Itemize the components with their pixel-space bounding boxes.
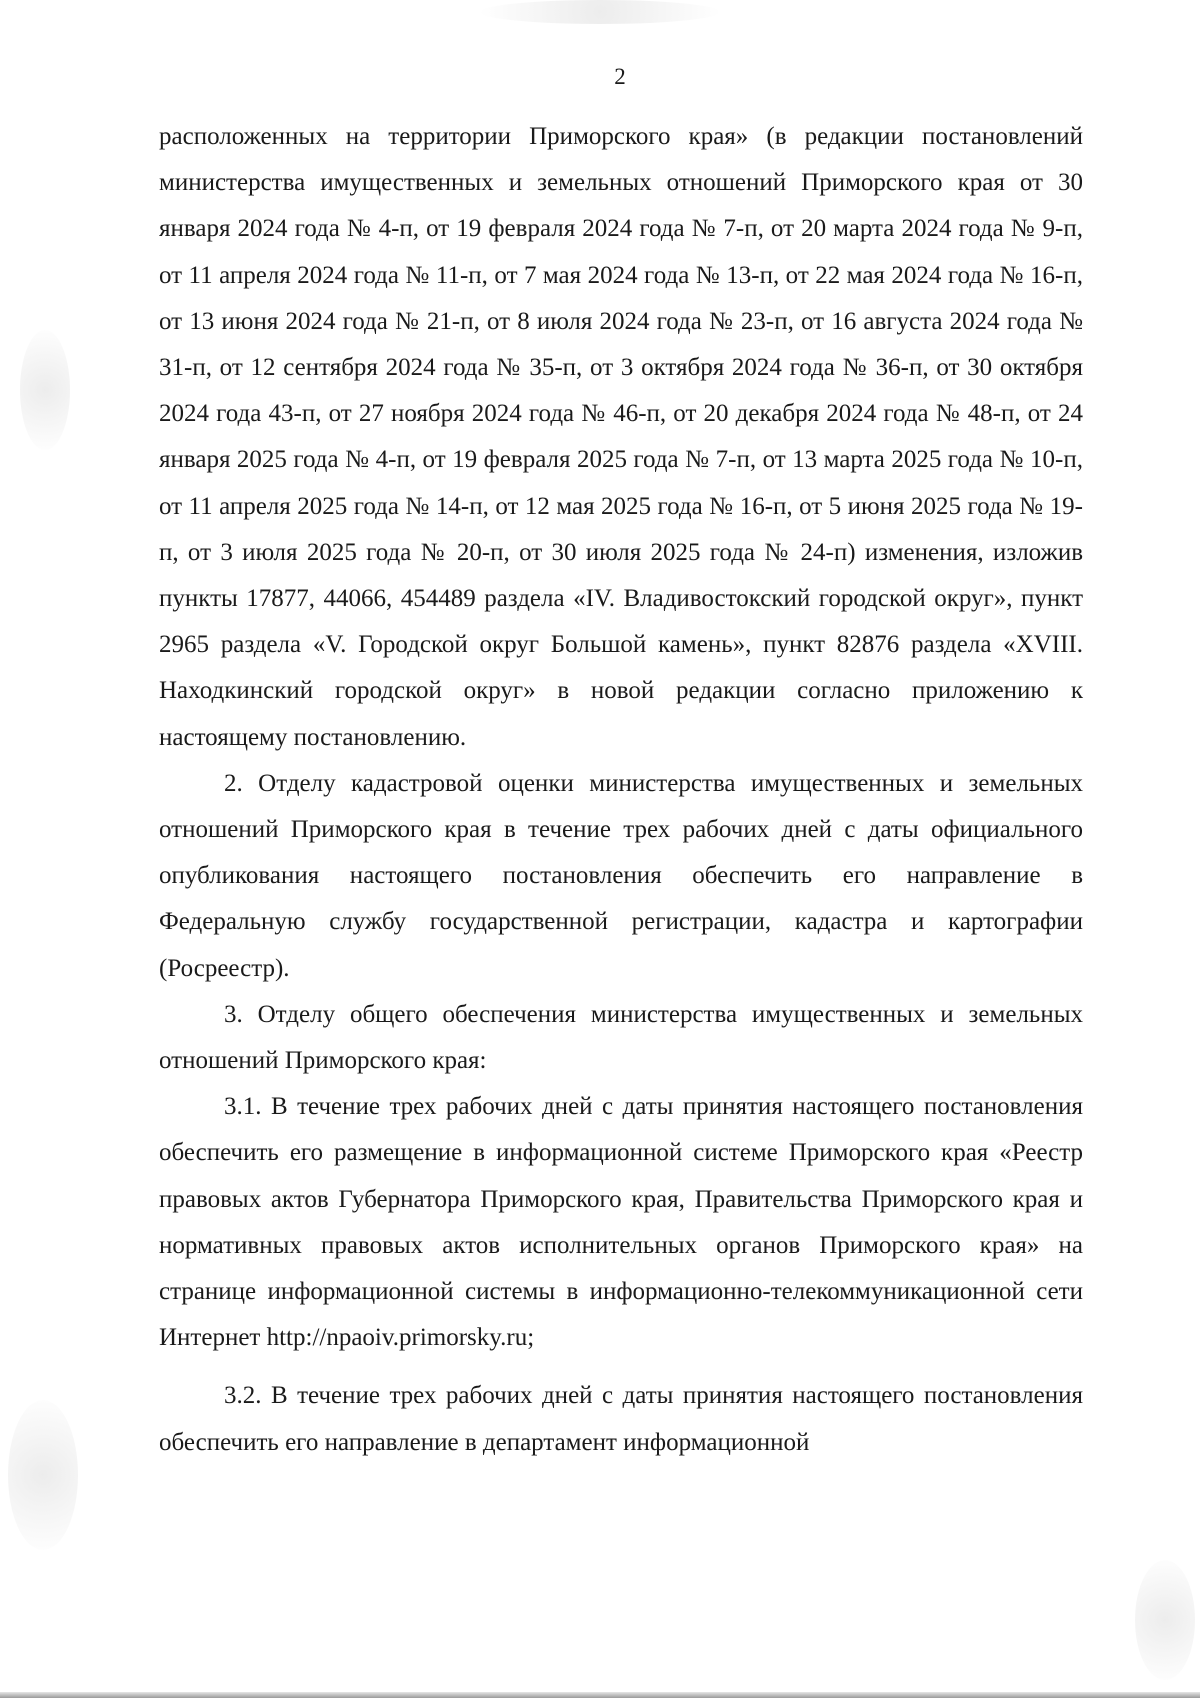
paragraph-item-2: 2. Отделу кадастровой оценки министерства имущественных и земельных отношений Приморского края в течение трех рабочих дней с даты официального опубликования настоящего постановления обеспечить его направление в Федеральную службу государственной регистрации, кадастра и картографии (Росреестр). <box>159 769 1083 982</box>
scan-bottom-edge <box>0 1692 1200 1698</box>
scan-artifact <box>8 1400 78 1550</box>
document-body <box>159 114 1083 1466</box>
scan-artifact <box>20 330 70 450</box>
scan-artifact <box>1135 1560 1195 1680</box>
paragraph-continuation: расположенных на территории Приморского края» (в редакции постановлений министерства имущественных и земельных отношений Приморского края от 30 января 2024 года № 4-п, от 19 февраля 2024 года № 7-п, от 20 марта 2024 года № 9-п, от 11 апреля 2024 года № 11-п, от 7 мая 2024 года № 13-п, от 22 мая 2024 года № 16-п, от 13 июня 2024 года № 21-п, от 8 июля 2024 года № 23-п, от 16 августа 2024 года № 31-п, от 12 сентября 2024 года № 35-п, от 3 октября 2024 года № 36-п, от 30 октября 2024 года 43-п, от 27 ноября 2024 года № 46-п, от 20 декабря 2024 года № 48-п, от 24 января 2025 года № 4-п, от 19 февраля 2025 года № 7-п, от 13 марта 2025 года № 10-п, от 11 апреля 2025 года № 14-п, от 12 мая 2025 года № 16-п, от 5 июня 2025 года № 19-п, от 3 июля 2025 года № 20-п, от 30 июля 2025 года № 24-п) изменения, изложив пункты 17877, 44066, 454489 раздела «IV. Владивостокский городской округ», пункт 2965 раздела «V. Городской округ Большой камень», пункт 82876 раздела «XVIII. Находкинский городской округ» в новой редакции согласно приложению к настоящему постановлению. <box>159 123 1083 751</box>
paragraph-item-3-2: 3.2. В течение трех рабочих дней с даты принятия настоящего постановления обеспечить его направление в департамент информационной <box>159 1382 1083 1456</box>
paragraph-item-3-1: 3.1. В течение трех рабочих дней с даты принятия настоящего постановления обеспечить его размещение в информационной системе Приморского края «Реестр правовых актов Губернатора Приморского края, Правительства Приморского края и нормативных правовых актов исполнительных органов Приморского края» на странице информационной системы в информационно-телекоммуникационной сети Интернет http://npaoiv.primorsky.ru; <box>159 1093 1083 1352</box>
page-number: 2 <box>614 64 626 89</box>
scan-artifact <box>480 0 720 24</box>
paragraph-item-3: 3. Отделу общего обеспечения министерства имущественных и земельных отношений Приморского края: <box>159 1000 1083 1075</box>
